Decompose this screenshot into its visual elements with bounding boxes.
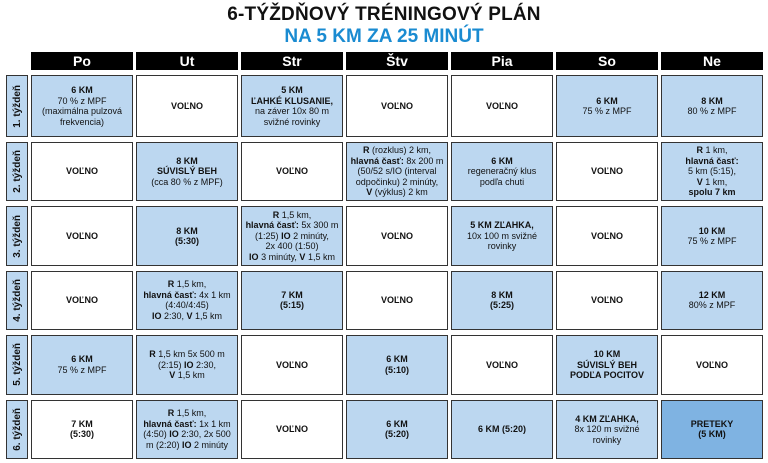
workout-cell: [31, 75, 133, 137]
workout-cell: [346, 142, 448, 201]
workout-line: [687, 106, 736, 117]
workout-cell: [241, 400, 343, 459]
workout-cell: [661, 400, 763, 459]
workout-text: 7 KM: [281, 289, 303, 300]
workout-cell: [661, 142, 763, 201]
workout-text: 1,5 km,: [279, 209, 312, 220]
workout-text: na záver 10x 80 m: [254, 106, 330, 116]
workout-line: [688, 166, 736, 177]
workout-text: regeneračný klus: [467, 166, 537, 177]
workout-text: V: [186, 310, 193, 321]
workout-text: 1x 1 km: [196, 418, 231, 429]
workout-line: [71, 419, 93, 430]
workout-line: [386, 354, 408, 365]
workout-line: [168, 408, 207, 419]
workout-line: [280, 300, 304, 311]
week-label-text: 3. týždeň: [11, 214, 23, 258]
workout-line: [486, 101, 518, 112]
workout-cell: [346, 271, 448, 330]
workout-line: [143, 429, 231, 440]
workout-line: [689, 300, 736, 311]
workout-text: IO: [183, 359, 194, 370]
workout-cell: [136, 271, 238, 330]
workout-line: [168, 279, 207, 290]
workout-line: [478, 424, 526, 435]
workout-line: [255, 231, 329, 242]
workout-line: [381, 295, 413, 306]
workout-line: [688, 187, 735, 198]
workout-line: [149, 349, 225, 360]
workout-text: V: [299, 251, 306, 262]
workout-text: 1,5 km 5x 500 m: [155, 349, 225, 360]
workout-line: [570, 370, 644, 381]
workout-cell: [661, 335, 763, 394]
workout-text: hlavná časť:: [143, 418, 197, 429]
workout-line: [691, 419, 734, 430]
workout-cell: [346, 206, 448, 265]
workout-cell: [556, 400, 658, 459]
workout-line: [71, 85, 93, 96]
workout-text: 1 km,: [702, 176, 728, 187]
workout-text: 6 KM: [71, 85, 93, 95]
workout-text: (maximálna pulzová: [41, 106, 123, 116]
day-header-pia: Pia: [451, 52, 553, 70]
week-label: [6, 206, 28, 265]
training-plan-table: [6, 52, 763, 459]
workout-text: 10 KM: [698, 225, 726, 236]
workout-line: [385, 365, 409, 376]
workout-line: [486, 360, 518, 371]
workout-line: [381, 231, 413, 242]
workout-line: [356, 177, 438, 188]
workout-text: (4:50): [143, 429, 170, 440]
workout-text: 2x 400 (1:50): [265, 241, 319, 252]
workout-line: [273, 210, 312, 221]
workout-text: 1,5 km,: [174, 279, 207, 290]
workout-text: R: [149, 349, 156, 360]
workout-line: [66, 231, 98, 242]
workout-text: VOĽNO: [65, 166, 98, 177]
workout-cell: [136, 335, 238, 394]
week-label: [6, 400, 28, 459]
workout-cell: [241, 206, 343, 265]
workout-line: [363, 145, 431, 156]
day-header-stv: Štv: [346, 52, 448, 70]
workout-text: hlavná časť:: [245, 220, 299, 231]
workout-text: (5:30): [174, 236, 199, 247]
workout-line: [696, 360, 728, 371]
workout-line: [697, 177, 728, 188]
workout-line: [596, 96, 618, 107]
day-header-ne: Ne: [661, 52, 763, 70]
workout-text: VOĽNO: [275, 424, 308, 435]
workout-text: VOĽNO: [695, 359, 728, 370]
workout-text: 10x 100 m svižné: [466, 230, 538, 241]
workout-text: SÚVISLÝ BEH: [156, 166, 217, 177]
workout-text: (5 KM): [698, 429, 726, 440]
workout-line: [42, 106, 122, 117]
workout-text: 5 km (5:15),: [687, 166, 736, 177]
workout-line: [169, 370, 205, 381]
workout-text: (2:15): [157, 359, 184, 370]
workout-line: [594, 349, 621, 360]
workout-line: [57, 365, 106, 376]
workout-cell: [136, 75, 238, 137]
workout-cell: [241, 271, 343, 330]
workout-text: rovinky: [592, 434, 622, 445]
workout-text: 1 km,: [702, 145, 728, 156]
workout-line: [66, 166, 98, 177]
table-corner: [6, 52, 28, 70]
workout-line: [264, 117, 321, 128]
workout-text: VOĽNO: [590, 295, 623, 306]
workout-text: ĽAHKÉ KLUSANIE,: [250, 95, 333, 106]
workout-text: 10 KM: [593, 349, 621, 360]
workout-text: 75 % z MPF: [687, 236, 737, 247]
workout-text: 4x 1 km: [196, 289, 231, 300]
workout-text: 2:30,: [161, 310, 187, 321]
workout-text: 8 KM: [701, 95, 723, 106]
workout-text: R: [362, 145, 370, 156]
workout-text: (1:25): [255, 230, 282, 241]
workout-text: VOĽNO: [485, 100, 518, 111]
week-label: [6, 271, 28, 330]
workout-line: [574, 424, 639, 435]
workout-text: (50/52 s/IO (interval: [357, 166, 437, 177]
workout-text: PRETEKY: [690, 418, 734, 429]
workout-cell: [661, 75, 763, 137]
week-label-text: 2. týždeň: [11, 150, 23, 194]
workout-cell: [31, 206, 133, 265]
workout-line: [151, 177, 223, 188]
week-label: [6, 75, 28, 137]
workout-cell: [241, 75, 343, 137]
workout-cell: [136, 142, 238, 201]
workout-line: [490, 300, 514, 311]
workout-line: [176, 226, 198, 237]
workout-text: 5 KM: [281, 85, 303, 95]
workout-line: [701, 96, 723, 107]
workout-text: 5x 300 m: [298, 220, 339, 231]
workout-text: (rozklus) 2 km,: [369, 145, 431, 156]
workout-cell: [451, 142, 553, 201]
workout-line: [591, 231, 623, 242]
workout-text: 8 KM: [176, 155, 198, 166]
workout-text: 70 % z MPF: [57, 95, 107, 106]
workout-line: [491, 156, 513, 167]
workout-text: (5:25): [489, 300, 514, 311]
workout-text: VOĽNO: [590, 166, 623, 177]
workout-text: 5 KM ZĽAHKA,: [470, 220, 534, 231]
workout-text: 7 KM: [71, 418, 93, 429]
workout-line: [685, 156, 738, 167]
week-label-text: 6. týždeň: [11, 407, 23, 451]
workout-line: [467, 231, 537, 242]
workout-line: [157, 166, 217, 177]
day-header-po: Po: [31, 52, 133, 70]
workout-line: [480, 177, 524, 188]
workout-cell: [31, 400, 133, 459]
workout-text: 4 KM ZĽAHKA,: [575, 413, 639, 424]
workout-text: hlavná časť:: [350, 155, 404, 166]
workout-line: [176, 156, 198, 167]
workout-text: 80 % z MPF: [687, 106, 737, 116]
workout-text: 2 minúty,: [290, 230, 329, 241]
workout-cell: [241, 142, 343, 201]
day-header-ut: Ut: [136, 52, 238, 70]
day-header-str: Str: [241, 52, 343, 70]
workout-text: 6 KM (5:20): [477, 424, 526, 435]
workout-text: R: [696, 145, 703, 156]
workout-cell: [136, 206, 238, 265]
workout-text: spolu 7 km: [688, 187, 736, 198]
workout-text: hlavná časť:: [685, 155, 739, 166]
workout-text: (5:30): [69, 429, 94, 440]
workout-line: [165, 300, 209, 311]
workout-text: 1,5 km: [175, 370, 205, 381]
workout-cell: [346, 400, 448, 459]
workout-cell: [346, 335, 448, 394]
workout-text: IO: [169, 429, 179, 440]
workout-line: [251, 96, 333, 107]
workout-line: [491, 290, 513, 301]
workout-text: 8x 200 m: [403, 155, 444, 166]
workout-text: VOĽNO: [590, 230, 623, 241]
workout-text: 1,5 km: [192, 310, 223, 321]
workout-line: [265, 241, 318, 252]
page-title: 6-TÝŽDŇOVÝ TRÉNINGOVÝ PLÁN: [227, 4, 541, 25]
workout-line: [171, 101, 203, 112]
workout-line: [386, 419, 408, 430]
workout-line: [71, 354, 93, 365]
workout-text: VOĽNO: [380, 100, 413, 111]
workout-line: [687, 236, 736, 247]
workout-text: 12 KM: [698, 289, 726, 300]
workout-line: [591, 166, 623, 177]
workout-line: [255, 106, 329, 117]
workout-text: rovinky: [487, 241, 517, 252]
workout-text: (4:40/4:45): [165, 300, 209, 311]
workout-text: 2:30,: [193, 359, 217, 370]
workout-text: 3 minúty,: [258, 251, 300, 262]
workout-cell: [241, 335, 343, 394]
workout-text: 2:30, 2x 500: [178, 429, 231, 440]
workout-cell: [661, 206, 763, 265]
workout-cell: [31, 271, 133, 330]
workout-cell: [556, 75, 658, 137]
workout-line: [276, 360, 308, 371]
workout-line: [351, 156, 444, 167]
workout-cell: [136, 400, 238, 459]
workout-line: [143, 290, 230, 301]
workout-text: m (2:20): [145, 439, 182, 450]
workout-line: [699, 290, 726, 301]
workout-text: 8 KM: [491, 289, 513, 300]
workout-text: 6 KM: [491, 155, 513, 166]
workout-text: VOĽNO: [65, 295, 98, 306]
week-label-text: 4. týždeň: [11, 279, 23, 322]
workout-line: [698, 429, 726, 440]
workout-cell: [451, 206, 553, 265]
workout-line: [66, 295, 98, 306]
workout-line: [60, 117, 104, 128]
workout-line: [385, 429, 409, 440]
workout-text: 6 KM: [71, 354, 93, 365]
workout-text: IO: [249, 251, 259, 262]
workout-line: [246, 220, 339, 231]
workout-cell: [346, 75, 448, 137]
workout-text: hlavná časť:: [143, 289, 197, 300]
workout-cell: [31, 142, 133, 201]
workout-text: podľa chuti: [479, 176, 525, 187]
workout-line: [470, 220, 534, 231]
workout-cell: [556, 142, 658, 201]
workout-text: svižné rovinky: [263, 116, 321, 127]
workout-line: [249, 252, 335, 263]
workout-line: [276, 424, 308, 435]
workout-text: (5:15): [279, 300, 304, 311]
workout-line: [468, 166, 537, 177]
workout-text: VOĽNO: [170, 100, 203, 111]
workout-text: 8x 120 m svižné: [574, 424, 640, 435]
workout-line: [158, 360, 216, 371]
workout-line: [699, 226, 726, 237]
workout-text: V: [696, 176, 703, 187]
workout-line: [593, 435, 622, 446]
workout-text: VOĽNO: [275, 166, 308, 177]
workout-cell: [31, 335, 133, 394]
workout-text: IO: [281, 230, 291, 241]
workout-line: [357, 166, 436, 177]
workout-text: VOĽNO: [380, 230, 413, 241]
workout-text: R: [167, 279, 175, 290]
workout-line: [175, 236, 199, 247]
workout-text: (cca 80 % z MPF): [151, 176, 223, 187]
workout-text: 8 KM: [176, 225, 198, 236]
workout-cell: [556, 271, 658, 330]
workout-line: [276, 166, 308, 177]
week-label-text: 1. týždeň: [11, 84, 23, 128]
workout-line: [575, 414, 639, 425]
workout-text: 75 % z MPF: [582, 106, 632, 116]
page-subtitle: NA 5 KM ZA 25 MINÚT: [284, 26, 484, 47]
workout-line: [577, 360, 637, 371]
workout-text: 2 minúty: [191, 439, 229, 450]
workout-text: VOĽNO: [380, 295, 413, 306]
workout-text: 6 KM: [596, 95, 618, 106]
workout-cell: [451, 75, 553, 137]
workout-line: [146, 440, 228, 451]
workout-text: 1,5 km,: [174, 408, 207, 419]
week-label-text: 5. týždeň: [11, 343, 23, 387]
workout-line: [281, 290, 303, 301]
workout-line: [57, 96, 106, 107]
workout-text: (5:20): [384, 429, 409, 440]
workout-text: V: [169, 370, 176, 381]
workout-line: [281, 85, 303, 96]
workout-text: 80% z MPF: [688, 300, 736, 311]
workout-text: SÚVISLÝ BEH: [576, 359, 637, 370]
workout-cell: [556, 206, 658, 265]
workout-cell: [451, 400, 553, 459]
workout-cell: [556, 335, 658, 394]
workout-line: [70, 429, 94, 440]
workout-text: VOĽNO: [65, 230, 98, 241]
workout-text: VOĽNO: [275, 359, 308, 370]
workout-text: IO: [181, 439, 192, 450]
workout-line: [143, 419, 230, 430]
day-header-so: So: [556, 52, 658, 70]
workout-text: frekvencia): [59, 116, 104, 127]
workout-line: [152, 311, 222, 322]
workout-line: [591, 295, 623, 306]
workout-cell: [451, 335, 553, 394]
workout-text: 1,5 km: [305, 251, 335, 262]
workout-text: 6 KM: [386, 418, 408, 429]
workout-line: [381, 101, 413, 112]
workout-text: R: [272, 209, 280, 220]
workout-text: R: [167, 408, 175, 419]
workout-text: V: [366, 187, 373, 198]
week-label: [6, 335, 28, 394]
workout-cell: [451, 271, 553, 330]
workout-text: odpočinku) 2 minúty,: [355, 176, 439, 187]
workout-text: (5:10): [384, 364, 409, 375]
workout-line: [582, 106, 631, 117]
workout-text: PODĽA POCITOV: [569, 370, 644, 381]
workout-text: (výklus) 2 km: [372, 187, 428, 198]
workout-line: [366, 187, 428, 198]
workout-line: [696, 145, 727, 156]
workout-text: 75 % z MPF: [57, 364, 107, 375]
workout-line: [488, 241, 517, 252]
workout-cell: [661, 271, 763, 330]
workout-text: IO: [151, 310, 162, 321]
week-label: [6, 142, 28, 201]
workout-text: VOĽNO: [485, 359, 518, 370]
workout-text: 6 KM: [386, 354, 408, 365]
